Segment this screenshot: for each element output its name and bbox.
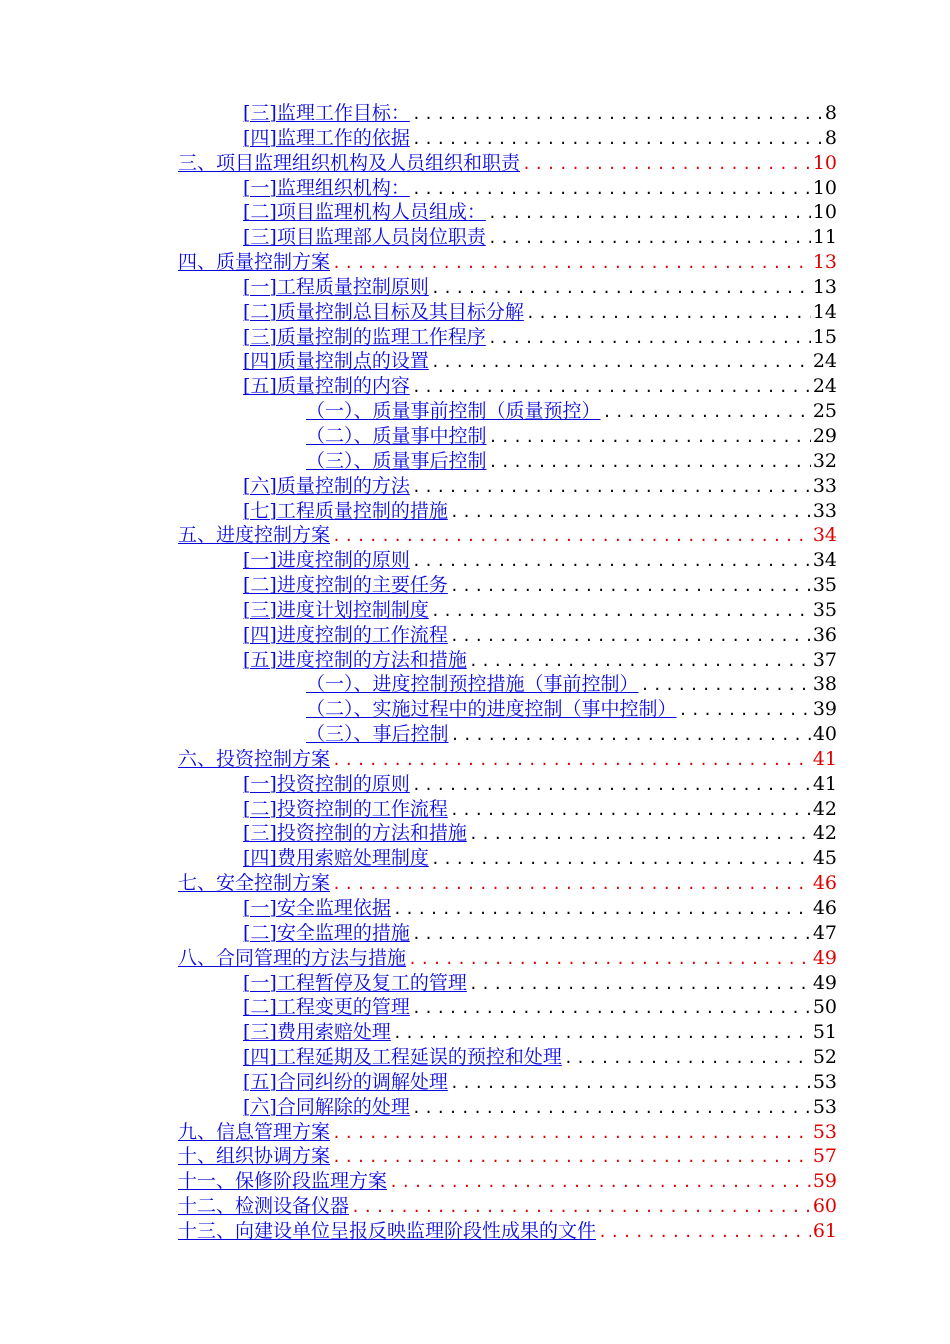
- toc-page-number: 51: [812, 1021, 837, 1044]
- dot-leader: [487, 425, 811, 450]
- toc-section-row: [0, 474, 950, 499]
- dot-leader: [410, 773, 811, 798]
- toc-entry: [243, 200, 837, 225]
- dot-leader: [391, 897, 811, 922]
- toc-link[interactable]: [二]进度控制的主要任务: [243, 574, 448, 597]
- toc-page-number: 11: [812, 226, 837, 249]
- toc-entry: [243, 275, 837, 300]
- dot-leader: [387, 1170, 811, 1195]
- toc-link[interactable]: [五]合同纠纷的调解处理: [243, 1070, 448, 1093]
- toc-subsection-row: [0, 722, 950, 747]
- toc-entry: [178, 1194, 837, 1219]
- toc-page-number: 24: [812, 375, 837, 398]
- toc-entry: [306, 672, 837, 697]
- toc-link[interactable]: （二）、质量事中控制: [306, 424, 487, 447]
- toc-link[interactable]: [五]质量控制的内容: [243, 375, 410, 398]
- toc-link[interactable]: [一]工程质量控制原则: [243, 275, 429, 298]
- toc-page-number: 41: [812, 772, 837, 795]
- toc-entry: [243, 1045, 837, 1070]
- toc-entry: [178, 1120, 837, 1145]
- toc-section-row: [0, 200, 950, 225]
- toc-link[interactable]: （三）、事后控制: [306, 723, 449, 746]
- toc-link[interactable]: [七]工程质量控制的措施: [243, 499, 448, 522]
- toc-page-number: 14: [812, 300, 837, 323]
- toc-link[interactable]: [四]工程延期及工程延误的预控和处理: [243, 1046, 562, 1069]
- toc-link[interactable]: [五]进度控制的方法和措施: [243, 648, 467, 671]
- toc-page-number: 42: [812, 822, 837, 845]
- toc-link[interactable]: [二]工程变更的管理: [243, 996, 410, 1019]
- dot-leader: [410, 922, 811, 947]
- toc-entry: [243, 648, 837, 673]
- toc-link[interactable]: [一]投资控制的原则: [243, 772, 410, 795]
- toc-entry: [243, 797, 837, 822]
- toc-section-row: [0, 548, 950, 573]
- dot-leader: [467, 649, 811, 674]
- toc-link[interactable]: （二）、实施过程中的进度控制（事中控制）: [306, 698, 677, 721]
- toc-link[interactable]: [一]进度控制的原则: [243, 549, 410, 572]
- toc-link[interactable]: 十一、保修阶段监理方案: [178, 1170, 388, 1193]
- toc-page-number: 41: [812, 747, 837, 770]
- toc-entry: [178, 946, 837, 971]
- toc-chapter-row: [0, 250, 950, 275]
- toc-link[interactable]: [四]费用索赔处理制度: [243, 847, 429, 870]
- dot-leader: [524, 301, 811, 326]
- toc-section-row: [0, 623, 950, 648]
- toc-link[interactable]: [四]进度控制的工作流程: [243, 623, 448, 646]
- toc-link[interactable]: [三]质量控制的监理工作程序: [243, 325, 486, 348]
- dot-leader: [596, 1220, 811, 1245]
- toc-section-row: [0, 325, 950, 350]
- toc-section-row: [0, 300, 950, 325]
- toc-link[interactable]: [六]合同解除的处理: [243, 1095, 410, 1118]
- toc-subsection-row: [0, 399, 950, 424]
- table-of-contents: [0, 101, 950, 1244]
- toc-chapter-row: [0, 946, 950, 971]
- dot-leader: [487, 450, 811, 475]
- toc-page-number: 8: [824, 102, 837, 124]
- toc-link[interactable]: [一]安全监理依据: [243, 897, 391, 919]
- toc-section-row: [0, 1070, 950, 1095]
- toc-link[interactable]: 七、安全控制方案: [178, 872, 331, 895]
- dot-leader: [486, 326, 811, 351]
- toc-section-row: [0, 1095, 950, 1120]
- toc-page-number: 40: [812, 723, 837, 746]
- toc-section-row: [0, 573, 950, 598]
- toc-entry: [243, 126, 837, 151]
- toc-chapter-row: [0, 151, 950, 176]
- toc-entry: [306, 722, 837, 747]
- toc-chapter-row: [0, 523, 950, 548]
- dot-leader: [410, 1096, 811, 1121]
- toc-page-number: 59: [812, 1170, 837, 1193]
- toc-section-row: [0, 1020, 950, 1045]
- toc-link[interactable]: [六]质量控制的方法: [243, 474, 410, 497]
- dot-leader: [467, 972, 811, 997]
- toc-subsection-row: [0, 672, 950, 697]
- toc-page-number: 49: [812, 946, 837, 969]
- toc-link[interactable]: 十三、向建设单位呈报反映监理阶段性成果的文件: [178, 1219, 597, 1242]
- toc-entry: [243, 1070, 837, 1095]
- toc-section-row: [0, 797, 950, 822]
- toc-section-row: [0, 821, 950, 846]
- toc-entry: [243, 325, 837, 350]
- toc-section-row: [0, 846, 950, 871]
- dot-leader: [677, 698, 811, 723]
- toc-entry: [243, 921, 837, 946]
- dot-leader: [330, 1145, 811, 1170]
- toc-page-number: 36: [812, 623, 837, 646]
- toc-entry: [243, 846, 837, 871]
- toc-subsection-row: [0, 424, 950, 449]
- toc-link[interactable]: [二]投资控制的工作流程: [243, 797, 448, 820]
- toc-section-row: [0, 176, 950, 201]
- toc-section-row: [0, 648, 950, 673]
- toc-entry: [243, 101, 837, 126]
- toc-page-number: 10: [812, 201, 837, 224]
- toc-link[interactable]: 八、合同管理的方法与措施: [178, 946, 407, 969]
- toc-page-number: 33: [812, 499, 837, 522]
- dot-leader: [410, 375, 811, 400]
- toc-chapter-row: [0, 1169, 950, 1194]
- toc-entry: [243, 1020, 837, 1045]
- toc-entry: [243, 971, 837, 996]
- toc-subsection-row: [0, 449, 950, 474]
- toc-entry: [306, 449, 837, 474]
- toc-entry: [243, 598, 837, 623]
- toc-page-number: 52: [812, 1046, 837, 1069]
- toc-link[interactable]: [三]投资控制的方法和措施: [243, 822, 467, 845]
- toc-link[interactable]: [三]进度计划控制制度: [243, 598, 429, 621]
- dot-leader: [449, 723, 811, 748]
- toc-page-number: 10: [812, 151, 837, 174]
- dot-leader: [410, 996, 811, 1021]
- toc-page-number: 34: [812, 549, 837, 572]
- toc-entry: [243, 300, 837, 325]
- toc-page-number: 8: [824, 126, 837, 149]
- dot-leader: [562, 1046, 811, 1071]
- toc-entry: [178, 1219, 837, 1244]
- dot-leader: [448, 624, 811, 649]
- toc-page-number: 25: [812, 400, 837, 423]
- toc-entry: [306, 424, 837, 449]
- toc-entry: [178, 747, 837, 772]
- toc-entry: [243, 176, 837, 201]
- toc-entry: [243, 374, 837, 399]
- toc-page-number: 15: [812, 325, 837, 348]
- toc-entry: [243, 548, 837, 573]
- dot-leader: [448, 500, 811, 525]
- toc-link[interactable]: 四、质量控制方案: [178, 251, 331, 274]
- toc-entry: [243, 474, 837, 499]
- toc-page-number: 61: [812, 1219, 837, 1242]
- toc-entry: [178, 871, 837, 896]
- toc-page-number: 34: [812, 524, 837, 547]
- toc-entry: [243, 1095, 837, 1120]
- toc-entry: [243, 349, 837, 374]
- toc-page-number: 39: [812, 698, 837, 721]
- toc-page-number: 32: [812, 449, 837, 472]
- toc-page-number: 46: [812, 897, 837, 919]
- dot-leader: [410, 127, 823, 152]
- toc-link[interactable]: 十、组织协调方案: [178, 1145, 331, 1168]
- toc-entry: [243, 573, 837, 598]
- toc-link[interactable]: 九、信息管理方案: [178, 1120, 331, 1143]
- toc-link[interactable]: [三]监理工作目标：: [243, 102, 410, 124]
- toc-link[interactable]: [一]工程暂停及复工的管理: [243, 971, 467, 994]
- toc-link[interactable]: 十二、检测设备仪器: [178, 1195, 350, 1218]
- dot-leader: [639, 673, 811, 698]
- toc-section-row: [0, 971, 950, 996]
- toc-link[interactable]: [二]安全监理的措施: [243, 921, 410, 944]
- toc-link[interactable]: 三、项目监理组织机构及人员组织和职责: [178, 151, 521, 174]
- toc-link[interactable]: 六、投资控制方案: [178, 747, 331, 770]
- toc-page-number: 53: [812, 1120, 837, 1143]
- toc-page-number: 38: [812, 673, 837, 696]
- toc-link[interactable]: （一）、质量事前控制（质量预控）: [306, 400, 601, 423]
- toc-page-number: 45: [812, 847, 837, 870]
- toc-section-row: [0, 225, 950, 250]
- toc-page-number: 35: [812, 574, 837, 597]
- toc-link[interactable]: [三]项目监理部人员岗位职责: [243, 226, 486, 249]
- toc-section-row: [0, 101, 950, 126]
- toc-page-number: 35: [812, 598, 837, 621]
- toc-entry: [243, 821, 837, 846]
- dot-leader: [330, 251, 811, 276]
- toc-section-row: [0, 374, 950, 399]
- toc-page-number: 57: [812, 1145, 837, 1168]
- toc-link[interactable]: [一]监理组织机构：: [243, 176, 410, 199]
- toc-section-row: [0, 126, 950, 151]
- toc-entry: [243, 772, 837, 797]
- dot-leader: [448, 1071, 811, 1096]
- dot-leader: [429, 599, 811, 624]
- dot-leader: [486, 201, 811, 226]
- toc-entry: [306, 399, 837, 424]
- toc-page-number: 10: [812, 176, 837, 199]
- dot-leader: [429, 847, 811, 872]
- toc-entry: [243, 225, 837, 250]
- toc-entry: [243, 499, 837, 524]
- dot-leader: [429, 350, 811, 375]
- toc-page-number: 50: [812, 996, 837, 1019]
- toc-link[interactable]: [三]费用索赔处理: [243, 1021, 391, 1044]
- toc-section-row: [0, 499, 950, 524]
- toc-page-number: 53: [812, 1095, 837, 1118]
- toc-entry: [178, 1169, 837, 1194]
- toc-chapter-row: [0, 1194, 950, 1219]
- dot-leader: [520, 152, 811, 177]
- dot-leader: [330, 748, 811, 773]
- toc-section-row: [0, 921, 950, 946]
- toc-entry: [243, 896, 837, 921]
- toc-entry: [178, 250, 837, 275]
- toc-chapter-row: [0, 1144, 950, 1169]
- toc-page-number: 49: [812, 971, 837, 994]
- toc-page-number: 13: [812, 251, 837, 274]
- dot-leader: [448, 798, 811, 823]
- toc-section-row: [0, 995, 950, 1020]
- dot-leader: [429, 276, 811, 301]
- dot-leader: [410, 475, 811, 500]
- toc-page-number: 42: [812, 797, 837, 820]
- toc-page-number: 53: [812, 1070, 837, 1093]
- toc-entry: [178, 523, 837, 548]
- toc-section-row: [0, 275, 950, 300]
- toc-link[interactable]: [二]项目监理机构人员组成：: [243, 201, 486, 224]
- dot-leader: [330, 1121, 811, 1146]
- toc-entry: [178, 1144, 837, 1169]
- toc-page-number: 47: [812, 921, 837, 944]
- dot-leader: [349, 1195, 811, 1220]
- dot-leader: [410, 549, 811, 574]
- toc-link[interactable]: [四]监理工作的依据: [243, 126, 410, 149]
- dot-leader: [330, 524, 811, 549]
- toc-page-number: 24: [812, 350, 837, 373]
- dot-leader: [486, 226, 811, 251]
- toc-page-number: 29: [812, 424, 837, 447]
- toc-link[interactable]: （一）、进度控制预控措施（事前控制）: [306, 673, 639, 696]
- toc-page-number: 60: [812, 1195, 837, 1218]
- toc-link[interactable]: [二]质量控制总目标及其目标分解: [243, 300, 524, 323]
- toc-link[interactable]: 五、进度控制方案: [178, 524, 331, 547]
- toc-link[interactable]: （三）、质量事后控制: [306, 449, 487, 472]
- toc-chapter-row: [0, 1219, 950, 1244]
- toc-section-row: [0, 598, 950, 623]
- toc-subsection-row: [0, 697, 950, 722]
- toc-entry: [243, 995, 837, 1020]
- dot-leader: [448, 574, 811, 599]
- toc-chapter-row: [0, 871, 950, 896]
- dot-leader: [467, 822, 811, 847]
- dot-leader: [330, 872, 811, 897]
- dot-leader: [391, 1021, 811, 1046]
- toc-link[interactable]: [四]质量控制点的设置: [243, 350, 429, 373]
- toc-entry: [306, 697, 837, 722]
- toc-entry: [243, 623, 837, 648]
- toc-section-row: [0, 896, 950, 921]
- dot-leader: [601, 400, 811, 425]
- dot-leader: [406, 947, 811, 972]
- toc-section-row: [0, 349, 950, 374]
- toc-section-row: [0, 772, 950, 797]
- toc-page-number: 37: [812, 648, 837, 671]
- dot-leader: [410, 177, 811, 202]
- toc-page-number: 33: [812, 474, 837, 497]
- toc-page-number: 13: [812, 275, 837, 298]
- toc-chapter-row: [0, 747, 950, 772]
- toc-chapter-row: [0, 1120, 950, 1145]
- toc-entry: [178, 151, 837, 176]
- toc-page-number: 46: [812, 872, 837, 895]
- toc-section-row: [0, 1045, 950, 1070]
- dot-leader: [410, 102, 823, 127]
